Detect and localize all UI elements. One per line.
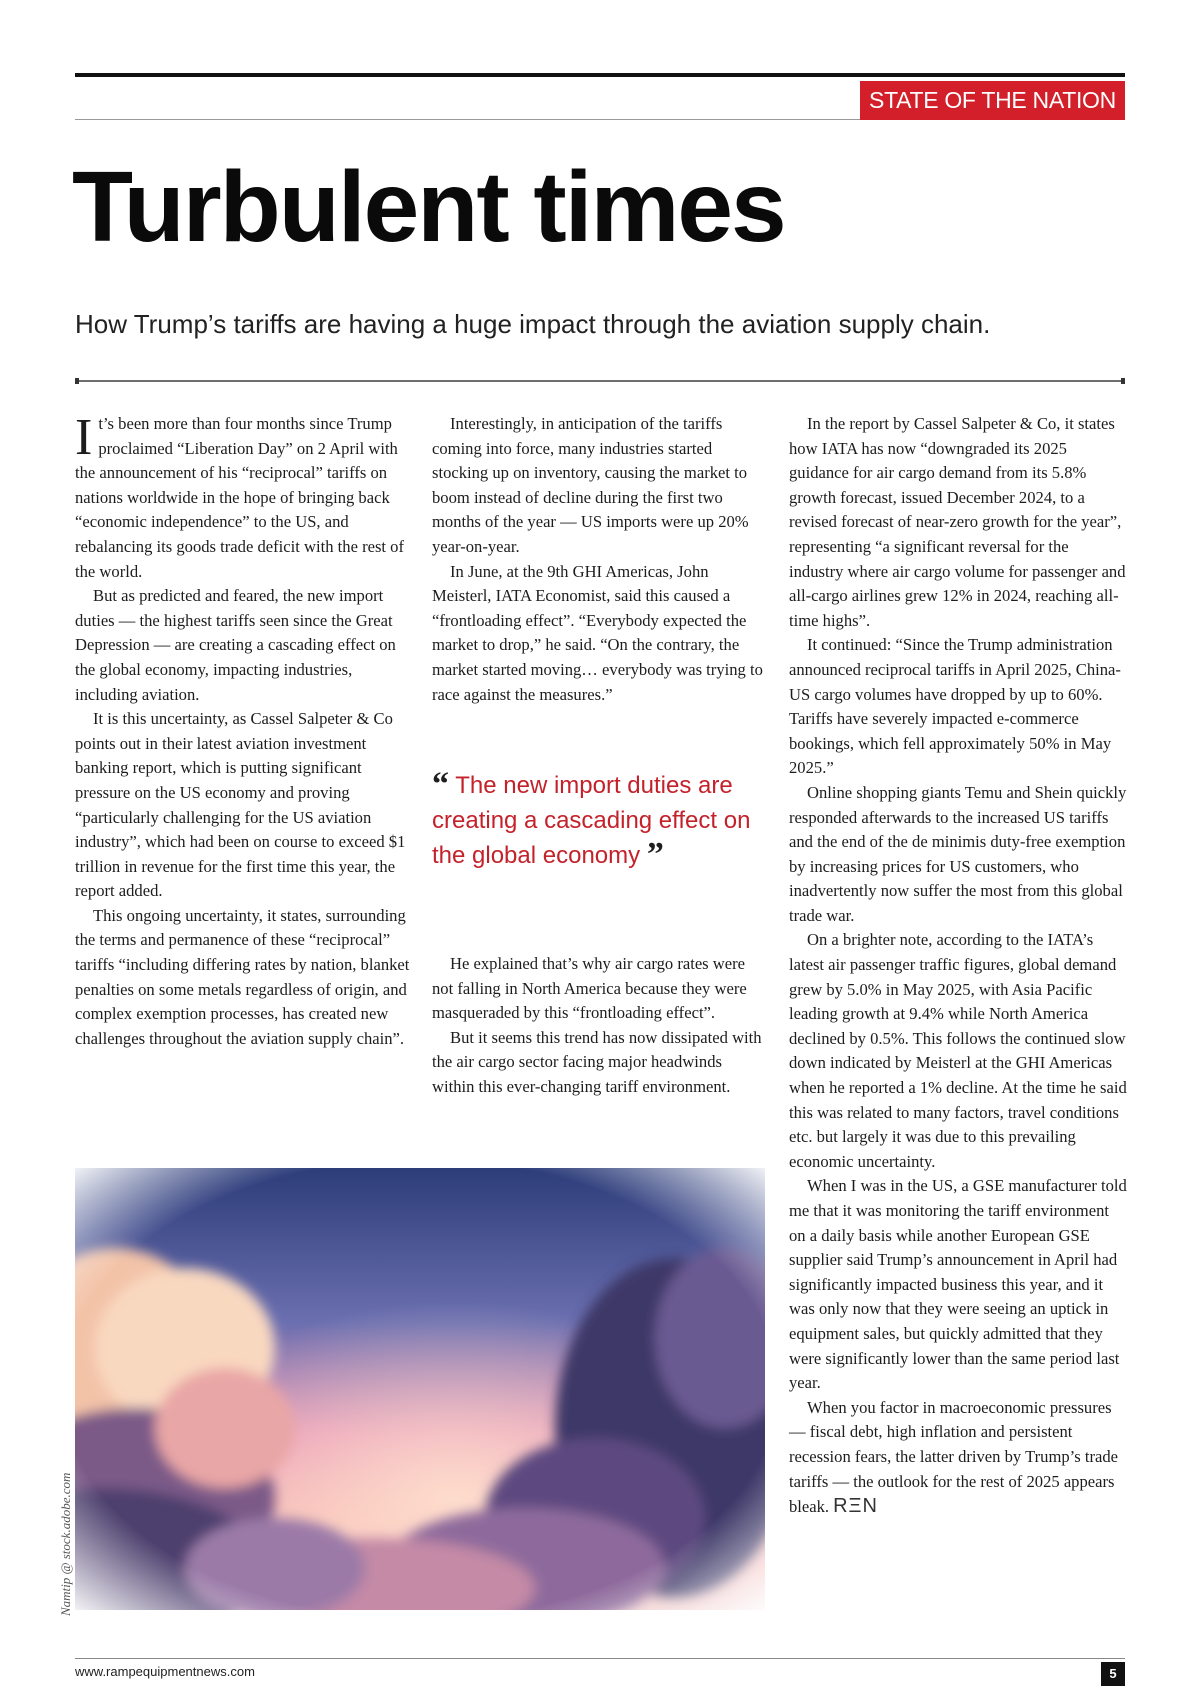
section-tag: STATE OF THE NATION <box>860 81 1125 120</box>
article-column-2-top <box>432 412 765 707</box>
article-column-1 <box>75 409 415 1051</box>
drop-cap: I <box>75 409 93 466</box>
sky-clouds-illustration <box>75 1168 765 1610</box>
paragraph: But it seems this trend has now dissipated with the air cargo sector facing major headwinds within this ever-changing tariff environment. <box>432 1027 762 1096</box>
paragraph: Interestingly, in anticipation of the tariffs coming into force, many industries started stocking up on inventory, causing the market to boom instead of decline during the first two months of the year — US imports were up 20% year-on-year. <box>432 414 749 556</box>
title-divider <box>75 380 1125 382</box>
pull-quote-text: The new import duties are creating a cascading effect on the global economy <box>432 772 751 869</box>
paragraph: It is this uncertainty, as Cassel Salpeter & Co points out in their latest aviation investment banking report, which is putting significant pressure on the US economy and proving “particularly challenging for the US aviation industry”, which had been on course to exceed $1 trillion in revenue for the first time this year, the report added. <box>75 709 406 901</box>
paragraph: When I was in the US, a GSE manufacturer told me that it was monitoring the tariff environment on a daily basis while another European GSE supplier said Trump’s announcement in April had significantly impacted business this year, and it was only now that they were seeing an uptick in equipment sales, but quickly admitted that they were significantly lower than the same period last year. <box>789 1176 1127 1393</box>
paragraph: He explained that’s why air cargo rates were not falling in North America because they were masqueraded by this “frontloading effect”. <box>432 954 747 1023</box>
paragraph: In June, at the 9th GHI Americas, John Meisterl, IATA Economist, said this caused a “frontloading effect”. “Everybody expected the market to drop,” he said. “On the contrary, the market started moving… everybody was trying to race against the measures.” <box>432 561 763 704</box>
open-quote-icon: “ <box>432 766 449 803</box>
pull-quote <box>432 768 772 873</box>
top-rule <box>75 73 1125 77</box>
end-mark-logo: RΞN <box>833 1495 878 1518</box>
footer-website: www.rampequipmentnews.com <box>75 1664 255 1679</box>
header-thin-rule <box>75 119 860 120</box>
paragraph: Online shopping giants Temu and Shein quickly responded afterwards to the increased US tariffs and the end of the de minimis duty-free exemption by increasing prices for US customers, who inadvertently now suffer the most from this global trade war. <box>789 782 1127 925</box>
paragraph-text: When you factor in macroeconomic pressures — fiscal debt, high inflation and persistent recession fears, the latter driven by Trump’s trade tariffs — the outlook for the rest of 2025 appears bleak. <box>789 1397 1119 1517</box>
paragraph: In the report by Cassel Salpeter & Co, it states how IATA has now “downgraded its 2025 guidance for air cargo demand from its 5.8% growth forecast, issued December 2024, to a revised forecast of near-zero growth for the year”, representing “a significant reversal for the industry where air cargo volume for passenger and all-cargo airlines grew 12% in 2024, reaching all-time highs”. <box>789 414 1126 630</box>
article-column-3 <box>789 412 1127 1520</box>
paragraph-text: t’s been more than four months since Trump proclaimed “Liberation Day” on 2 April with the announcement of his “reciprocal” tariffs on nations worldwide in the hope of bringing back “economic independence” to the US, and rebalancing its goods trade deficit with the rest of the world. <box>75 414 405 581</box>
article-subtitle: How Trump’s tariffs are having a huge impact through the aviation supply chain. <box>75 309 991 339</box>
paragraph <box>789 1396 1127 1520</box>
photo-credit: Namtip @ stock.adobe.com <box>58 1472 73 1616</box>
paragraph: It continued: “Since the Trump administration announced reciprocal tariffs in April 2025, China-US cargo volumes have dropped by up to 60%. Tariffs have severely impacted e-commerce bookings, which fell approximately 50% in May 2025.” <box>789 635 1121 778</box>
paragraph: This ongoing uncertainty, it states, surrounding the terms and permanence of these “reciprocal” tariffs “including differing rates by nation, blanket penalties on some metals regardless of origin, and complex exemption processes, has created new challenges throughout the aviation supply chain”. <box>75 905 410 1048</box>
sky-clouds-photo <box>75 1168 765 1610</box>
close-quote-icon: ” <box>646 836 664 873</box>
paragraph <box>75 409 415 584</box>
paragraph: But as predicted and feared, the new import duties — the highest tariffs seen since the Great Depression — are creating a cascading effect on the global economy, impacting industries, including aviation. <box>75 586 396 704</box>
paragraph: On a brighter note, according to the IATA’s latest air passenger traffic figures, global demand grew by 5.0% in May 2025, with Asia Pacific leading growth at 9.4% while North America declined by 0.5%. This follows the continued slow down indicated by Meisterl at the GHI Americas when he reported a 1% decline. At the time he said this was related to many factors, travel conditions etc. but largely it was due to this prevailing economic uncertainty. <box>789 930 1127 1171</box>
article-title: Turbulent times <box>72 151 785 263</box>
page-number: 5 <box>1101 1662 1125 1686</box>
footer-rule <box>75 1658 1125 1659</box>
article-column-2-bottom <box>432 952 765 1100</box>
